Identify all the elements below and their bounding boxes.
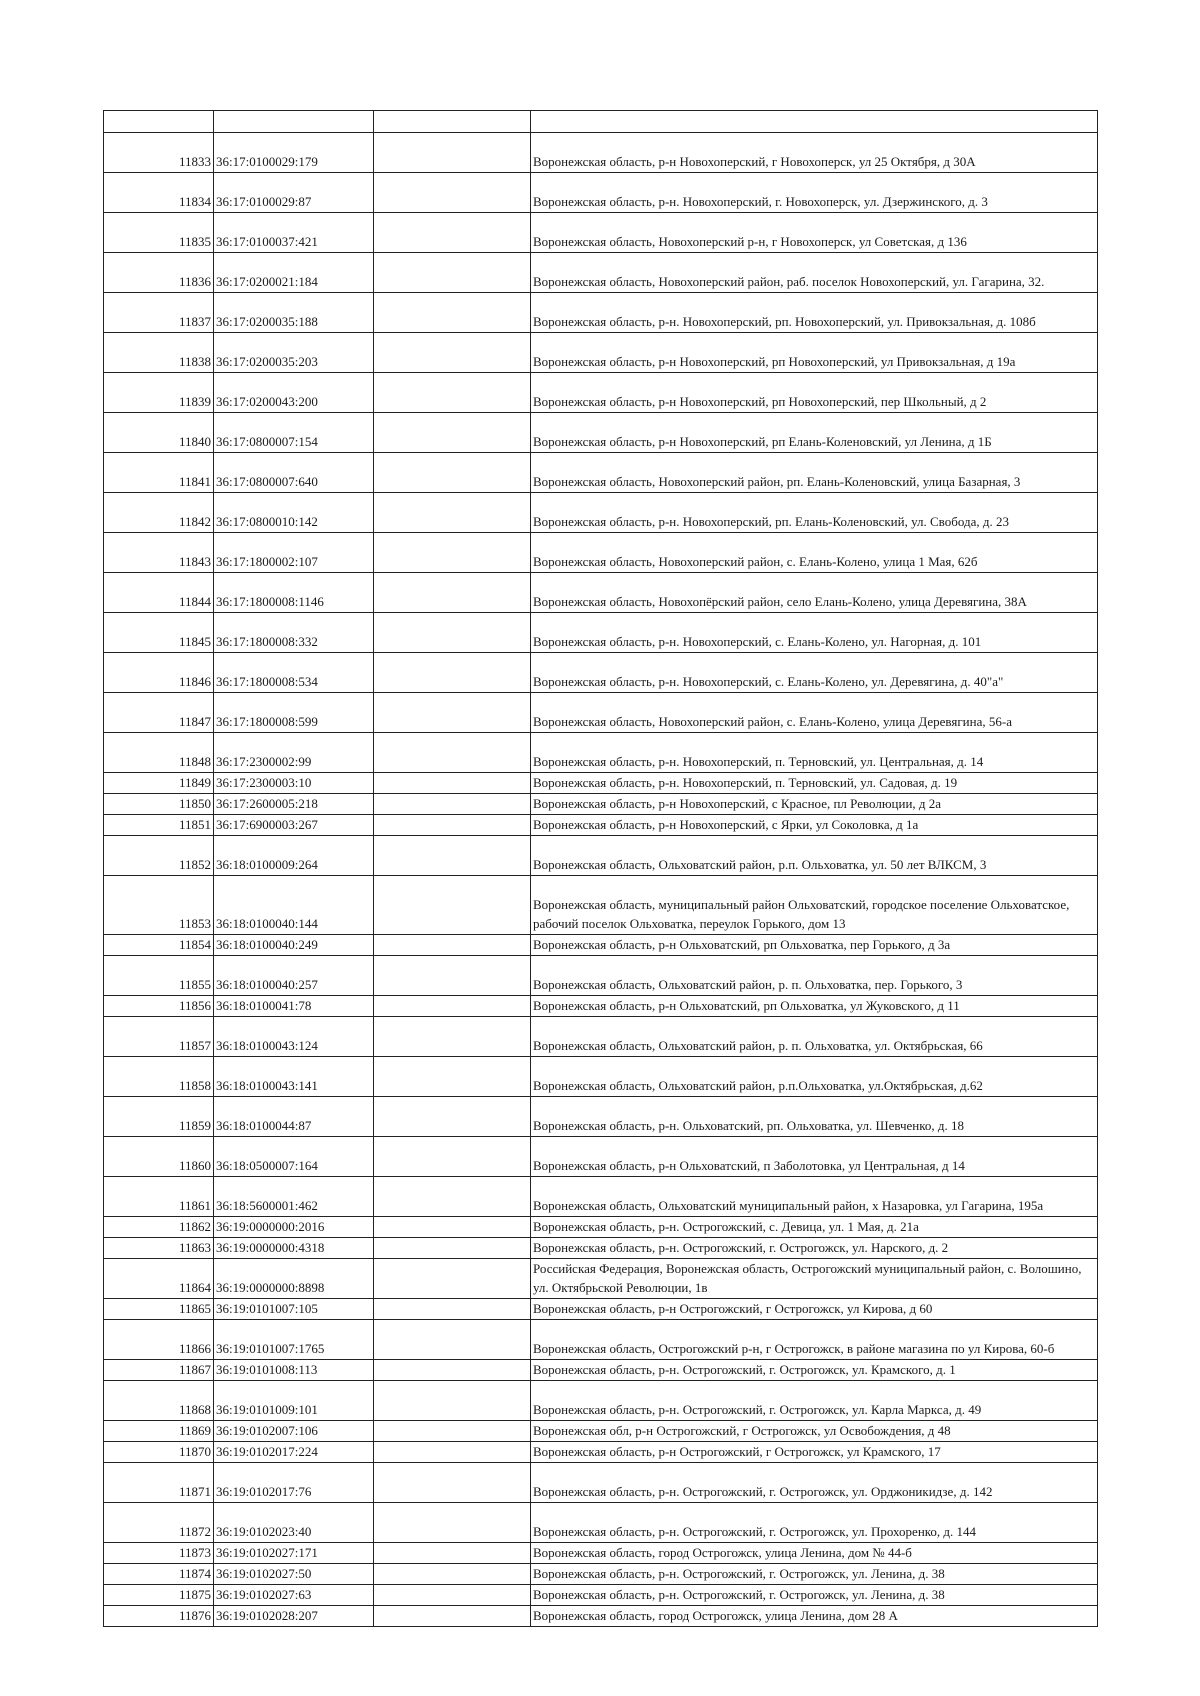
empty-cell <box>374 1057 531 1097</box>
table-row <box>104 733 1098 773</box>
table-row <box>104 1217 1098 1238</box>
address-cell: Воронежская область, Новохоперский район, с. Елань-Колено, улица Деревягина, 56-а <box>531 693 1098 733</box>
top-cell <box>214 111 374 133</box>
address-cell: Воронежская область, город Острогожск, улица Ленина, дом 28 А <box>531 1606 1098 1627</box>
address-cell: Воронежская область, р-н. Новохоперский, п. Терновский, ул. Садовая, д. 19 <box>531 773 1098 794</box>
row-number-cell: 11836 <box>104 253 214 293</box>
row-number-cell: 11856 <box>104 996 214 1017</box>
table-row <box>104 1097 1098 1137</box>
row-number-cell: 11835 <box>104 213 214 253</box>
cadastral-number-cell: 36:19:0101009:101 <box>214 1381 374 1421</box>
table-row <box>104 956 1098 996</box>
empty-cell <box>374 1137 531 1177</box>
empty-cell <box>374 794 531 815</box>
row-number-cell: 11859 <box>104 1097 214 1137</box>
table-row <box>104 1299 1098 1320</box>
row-number-cell: 11841 <box>104 453 214 493</box>
address-cell: Воронежская область, р-н Новохоперский, г Новохоперск, ул 25 Октября, д 30А <box>531 133 1098 173</box>
row-number-cell: 11853 <box>104 876 214 935</box>
cadastral-number-cell: 36:19:0102023:40 <box>214 1503 374 1543</box>
table-row <box>104 213 1098 253</box>
empty-cell <box>374 693 531 733</box>
address-cell: Воронежская область, р-н Новохоперский, рп Елань-Коленовский, ул Ленина, д 1Б <box>531 413 1098 453</box>
table-row <box>104 1177 1098 1217</box>
row-number-cell: 11843 <box>104 533 214 573</box>
row-number-cell: 11837 <box>104 293 214 333</box>
address-cell: Воронежская область, р-н. Острогожский, г. Острогожск, ул. Карла Маркса, д. 49 <box>531 1381 1098 1421</box>
empty-cell <box>374 333 531 373</box>
cadastral-number-cell: 36:17:2600005:218 <box>214 794 374 815</box>
empty-cell <box>374 733 531 773</box>
table-row <box>104 935 1098 956</box>
table-row <box>104 293 1098 333</box>
empty-cell <box>374 133 531 173</box>
empty-cell <box>374 1238 531 1259</box>
row-number-cell: 11850 <box>104 794 214 815</box>
table-row <box>104 773 1098 794</box>
empty-cell <box>374 1217 531 1238</box>
empty-cell <box>374 1585 531 1606</box>
table-row <box>104 173 1098 213</box>
table-row <box>104 1543 1098 1564</box>
table-row <box>104 573 1098 613</box>
top-cell <box>531 111 1098 133</box>
empty-cell <box>374 573 531 613</box>
top-cell <box>374 111 531 133</box>
empty-cell <box>374 876 531 935</box>
address-cell: Воронежская область, Ольховатский муниципальный район, х Назаровка, ул Гагарина, 195а <box>531 1177 1098 1217</box>
empty-cell <box>374 1299 531 1320</box>
table-row <box>104 1360 1098 1381</box>
cadastral-number-cell: 36:18:0100044:87 <box>214 1097 374 1137</box>
empty-cell <box>374 533 531 573</box>
row-number-cell: 11844 <box>104 573 214 613</box>
empty-cell <box>374 1463 531 1503</box>
table-row <box>104 1238 1098 1259</box>
cadastral-number-cell: 36:17:0800007:154 <box>214 413 374 453</box>
cadastral-number-cell: 36:19:0101007:1765 <box>214 1320 374 1360</box>
table-row <box>104 1259 1098 1299</box>
row-number-cell: 11854 <box>104 935 214 956</box>
address-cell: Воронежская область, р-н. Острогожский, г. Острогожск, ул. Ленина, д. 38 <box>531 1585 1098 1606</box>
empty-cell <box>374 373 531 413</box>
address-cell: Воронежская область, р-н Новохоперский, с Красное, пл Революции, д 2а <box>531 794 1098 815</box>
cadastral-number-cell: 36:19:0101008:113 <box>214 1360 374 1381</box>
empty-cell <box>374 956 531 996</box>
table-body <box>104 111 1098 1627</box>
cadastral-number-cell: 36:18:0100043:141 <box>214 1057 374 1097</box>
cadastral-number-cell: 36:17:0100029:179 <box>214 133 374 173</box>
table-row <box>104 1057 1098 1097</box>
empty-cell <box>374 1360 531 1381</box>
cadastral-number-cell: 36:19:0102027:50 <box>214 1564 374 1585</box>
address-cell: Воронежская область, р-н. Острогожский, г. Острогожск, ул. Крамского, д. 1 <box>531 1360 1098 1381</box>
table-row <box>104 693 1098 733</box>
table-row <box>104 1585 1098 1606</box>
address-cell: Воронежская область, р-н. Острогожский, с. Девица, ул. 1 Мая, д. 21а <box>531 1217 1098 1238</box>
row-number-cell: 11863 <box>104 1238 214 1259</box>
cadastral-number-cell: 36:17:2300003:10 <box>214 773 374 794</box>
address-cell: Воронежская область, Новохоперский район, с. Елань-Колено, улица 1 Мая, 62б <box>531 533 1098 573</box>
table-row <box>104 333 1098 373</box>
empty-cell <box>374 1017 531 1057</box>
row-number-cell: 11833 <box>104 133 214 173</box>
property-register-table <box>103 110 1098 1627</box>
table-row <box>104 1017 1098 1057</box>
cadastral-number-cell: 36:19:0000000:4318 <box>214 1238 374 1259</box>
cadastral-number-cell: 36:18:0100043:124 <box>214 1017 374 1057</box>
table-row <box>104 413 1098 453</box>
address-cell: Воронежская область, Новохоперский район, рп. Елань-Коленовский, улица Базарная, 3 <box>531 453 1098 493</box>
table-row <box>104 876 1098 935</box>
address-cell: Воронежская область, Ольховатский район, р.п.Ольховатка, ул.Октябрьская, д.62 <box>531 1057 1098 1097</box>
address-cell: Воронежская область, р-н Ольховатский, п Заболотовка, ул Центральная, д 14 <box>531 1137 1098 1177</box>
table-row <box>104 1503 1098 1543</box>
address-cell: Воронежская область, р-н. Новохоперский, п. Терновский, ул. Центральная, д. 14 <box>531 733 1098 773</box>
table-row <box>104 794 1098 815</box>
empty-cell <box>374 293 531 333</box>
table-row <box>104 493 1098 533</box>
row-number-cell: 11848 <box>104 733 214 773</box>
row-number-cell: 11865 <box>104 1299 214 1320</box>
address-cell: Воронежская область, р-н Острогожский, г Острогожск, ул Кирова, д 60 <box>531 1299 1098 1320</box>
empty-cell <box>374 1421 531 1442</box>
address-cell: Воронежская область, Острогожский р-н, г Острогожск, в районе магазина по ул Кирова, 60-б <box>531 1320 1098 1360</box>
address-cell: Воронежская область, р-н Ольховатский, рп Ольховатка, пер Горького, д 3а <box>531 935 1098 956</box>
address-cell: Воронежская область, р-н. Ольховатский, рп. Ольховатка, ул. Шевченко, д. 18 <box>531 1097 1098 1137</box>
empty-cell <box>374 836 531 876</box>
table-row <box>104 996 1098 1017</box>
row-number-cell: 11849 <box>104 773 214 794</box>
address-cell: Воронежская область, р-н Новохоперский, с Ярки, ул Соколовка, д 1а <box>531 815 1098 836</box>
row-number-cell: 11864 <box>104 1259 214 1299</box>
cadastral-number-cell: 36:17:0200043:200 <box>214 373 374 413</box>
empty-cell <box>374 173 531 213</box>
address-cell: Воронежская область, р-н. Новохоперский, с. Елань-Колено, ул. Нагорная, д. 101 <box>531 613 1098 653</box>
row-number-cell: 11842 <box>104 493 214 533</box>
row-number-cell: 11875 <box>104 1585 214 1606</box>
address-cell: Воронежская область, р-н. Новохоперский, рп. Новохоперский, ул. Привокзальная, д. 108б <box>531 293 1098 333</box>
table-row <box>104 133 1098 173</box>
empty-cell <box>374 1177 531 1217</box>
table-row <box>104 1320 1098 1360</box>
cadastral-number-cell: 36:17:1800008:534 <box>214 653 374 693</box>
empty-cell <box>374 613 531 653</box>
row-number-cell: 11867 <box>104 1360 214 1381</box>
cadastral-number-cell: 36:17:0200035:203 <box>214 333 374 373</box>
cadastral-number-cell: 36:19:0102017:76 <box>214 1463 374 1503</box>
row-number-cell: 11855 <box>104 956 214 996</box>
row-number-cell: 11869 <box>104 1421 214 1442</box>
address-cell: Воронежская область, Ольховатский район, р.п. Ольховатка, ул. 50 лет ВЛКСМ, 3 <box>531 836 1098 876</box>
table-row <box>104 1421 1098 1442</box>
row-number-cell: 11871 <box>104 1463 214 1503</box>
table-row <box>104 836 1098 876</box>
table-row <box>104 1381 1098 1421</box>
address-cell: Воронежская область, р-н. Новохоперский, рп. Елань-Коленовский, ул. Свобода, д. 23 <box>531 493 1098 533</box>
address-cell: Воронежская область, р-н Новохоперский, рп Новохоперский, ул Привокзальная, д 19а <box>531 333 1098 373</box>
row-number-cell: 11852 <box>104 836 214 876</box>
empty-cell <box>374 773 531 794</box>
cadastral-number-cell: 36:18:0100040:144 <box>214 876 374 935</box>
top-cell <box>104 111 214 133</box>
row-number-cell: 11847 <box>104 693 214 733</box>
row-number-cell: 11840 <box>104 413 214 453</box>
cadastral-number-cell: 36:17:2300002:99 <box>214 733 374 773</box>
empty-cell <box>374 935 531 956</box>
row-number-cell: 11838 <box>104 333 214 373</box>
empty-cell <box>374 1606 531 1627</box>
cadastral-number-cell: 36:19:0102017:224 <box>214 1442 374 1463</box>
address-cell: Воронежская обл, р-н Острогожский, г Острогожск, ул Освобождения, д 48 <box>531 1421 1098 1442</box>
empty-cell <box>374 1097 531 1137</box>
empty-cell <box>374 1503 531 1543</box>
empty-cell <box>374 453 531 493</box>
cadastral-number-cell: 36:19:0000000:2016 <box>214 1217 374 1238</box>
table-row <box>104 533 1098 573</box>
address-cell: Российская Федерация, Воронежская область, Острогожский муниципальный район, с. Волошино, ул. Октябрьской Революции, 1в <box>531 1259 1098 1299</box>
empty-cell <box>374 493 531 533</box>
empty-cell <box>374 253 531 293</box>
empty-cell <box>374 996 531 1017</box>
table-row <box>104 253 1098 293</box>
table-row <box>104 1463 1098 1503</box>
address-cell: Воронежская область, р-н. Новохоперский, с. Елань-Колено, ул. Деревягина, д. 40"а" <box>531 653 1098 693</box>
table-row <box>104 1564 1098 1585</box>
address-cell: Воронежская область, Ольховатский район, р. п. Ольховатка, пер. Горького, 3 <box>531 956 1098 996</box>
address-cell: Воронежская область, р-н Острогожский, г Острогожск, ул Крамского, 17 <box>531 1442 1098 1463</box>
address-cell: Воронежская область, муниципальный район Ольховатский, городское поселение Ольховатское, рабочий поселок Ольховатка, переулок Горького, дом 13 <box>531 876 1098 935</box>
table-row <box>104 653 1098 693</box>
empty-cell <box>374 1442 531 1463</box>
cadastral-number-cell: 36:17:0800010:142 <box>214 493 374 533</box>
cadastral-number-cell: 36:19:0102027:63 <box>214 1585 374 1606</box>
table-row <box>104 453 1098 493</box>
row-number-cell: 11872 <box>104 1503 214 1543</box>
row-number-cell: 11834 <box>104 173 214 213</box>
address-cell: Воронежская область, р-н. Острогожский, г. Острогожск, ул. Прохоренко, д. 144 <box>531 1503 1098 1543</box>
row-number-cell: 11858 <box>104 1057 214 1097</box>
cadastral-number-cell: 36:17:0100037:421 <box>214 213 374 253</box>
table-row <box>104 815 1098 836</box>
row-number-cell: 11874 <box>104 1564 214 1585</box>
cadastral-number-cell: 36:18:0100040:257 <box>214 956 374 996</box>
cadastral-number-cell: 36:19:0102028:207 <box>214 1606 374 1627</box>
row-number-cell: 11846 <box>104 653 214 693</box>
row-number-cell: 11868 <box>104 1381 214 1421</box>
empty-cell <box>374 1381 531 1421</box>
empty-cell <box>374 815 531 836</box>
cadastral-number-cell: 36:17:1800008:1146 <box>214 573 374 613</box>
cadastral-number-cell: 36:19:0101007:105 <box>214 1299 374 1320</box>
row-number-cell: 11873 <box>104 1543 214 1564</box>
address-cell: Воронежская область, Новохопёрский район, село Елань-Колено, улица Деревягина, 38А <box>531 573 1098 613</box>
cadastral-number-cell: 36:19:0102027:171 <box>214 1543 374 1564</box>
table-row <box>104 1606 1098 1627</box>
cadastral-number-cell: 36:17:0200035:188 <box>214 293 374 333</box>
table-row <box>104 373 1098 413</box>
row-number-cell: 11870 <box>104 1442 214 1463</box>
cadastral-number-cell: 36:18:0100040:249 <box>214 935 374 956</box>
table-row <box>104 1137 1098 1177</box>
cadastral-number-cell: 36:17:0100029:87 <box>214 173 374 213</box>
empty-cell <box>374 653 531 693</box>
address-cell: Воронежская область, Новохоперский р-н, г Новохоперск, ул Советская, д 136 <box>531 213 1098 253</box>
address-cell: Воронежская область, р-н Ольховатский, рп Ольховатка, ул Жуковского, д 11 <box>531 996 1098 1017</box>
address-cell: Воронежская область, город Острогожск, улица Ленина, дом № 44-б <box>531 1543 1098 1564</box>
address-cell: Воронежская область, р-н. Острогожский, г. Острогожск, ул. Нарского, д. 2 <box>531 1238 1098 1259</box>
address-cell: Воронежская область, р-н Новохоперский, рп Новохоперский, пер Школьный, д 2 <box>531 373 1098 413</box>
row-number-cell: 11866 <box>104 1320 214 1360</box>
cadastral-number-cell: 36:17:0200021:184 <box>214 253 374 293</box>
address-cell: Воронежская область, Новохоперский район, раб. поселок Новохоперский, ул. Гагарина, 32. <box>531 253 1098 293</box>
cadastral-number-cell: 36:17:1800008:332 <box>214 613 374 653</box>
cadastral-number-cell: 36:17:1800008:599 <box>214 693 374 733</box>
empty-cell <box>374 1543 531 1564</box>
empty-cell <box>374 1259 531 1299</box>
address-cell: Воронежская область, р-н. Новохоперский, г. Новохоперск, ул. Дзержинского, д. 3 <box>531 173 1098 213</box>
row-number-cell: 11876 <box>104 1606 214 1627</box>
row-number-cell: 11861 <box>104 1177 214 1217</box>
cadastral-number-cell: 36:18:0100009:264 <box>214 836 374 876</box>
address-cell: Воронежская область, Ольховатский район, р. п. Ольховатка, ул. Октябрьская, 66 <box>531 1017 1098 1057</box>
empty-cell <box>374 1564 531 1585</box>
row-number-cell: 11839 <box>104 373 214 413</box>
address-cell: Воронежская область, р-н. Острогожский, г. Острогожск, ул. Ленина, д. 38 <box>531 1564 1098 1585</box>
cadastral-number-cell: 36:19:0102007:106 <box>214 1421 374 1442</box>
row-number-cell: 11851 <box>104 815 214 836</box>
cadastral-number-cell: 36:17:0800007:640 <box>214 453 374 493</box>
row-number-cell: 11862 <box>104 1217 214 1238</box>
empty-cell <box>374 1320 531 1360</box>
row-number-cell: 11845 <box>104 613 214 653</box>
table-top-row <box>104 111 1098 133</box>
cadastral-number-cell: 36:17:1800002:107 <box>214 533 374 573</box>
cadastral-number-cell: 36:18:5600001:462 <box>214 1177 374 1217</box>
table-row <box>104 1442 1098 1463</box>
cadastral-number-cell: 36:17:6900003:267 <box>214 815 374 836</box>
cadastral-number-cell: 36:18:0100041:78 <box>214 996 374 1017</box>
cadastral-number-cell: 36:19:0000000:8898 <box>214 1259 374 1299</box>
cadastral-number-cell: 36:18:0500007:164 <box>214 1137 374 1177</box>
table-row <box>104 613 1098 653</box>
row-number-cell: 11860 <box>104 1137 214 1177</box>
empty-cell <box>374 213 531 253</box>
address-cell: Воронежская область, р-н. Острогожский, г. Острогожск, ул. Орджоникидзе, д. 142 <box>531 1463 1098 1503</box>
row-number-cell: 11857 <box>104 1017 214 1057</box>
empty-cell <box>374 413 531 453</box>
